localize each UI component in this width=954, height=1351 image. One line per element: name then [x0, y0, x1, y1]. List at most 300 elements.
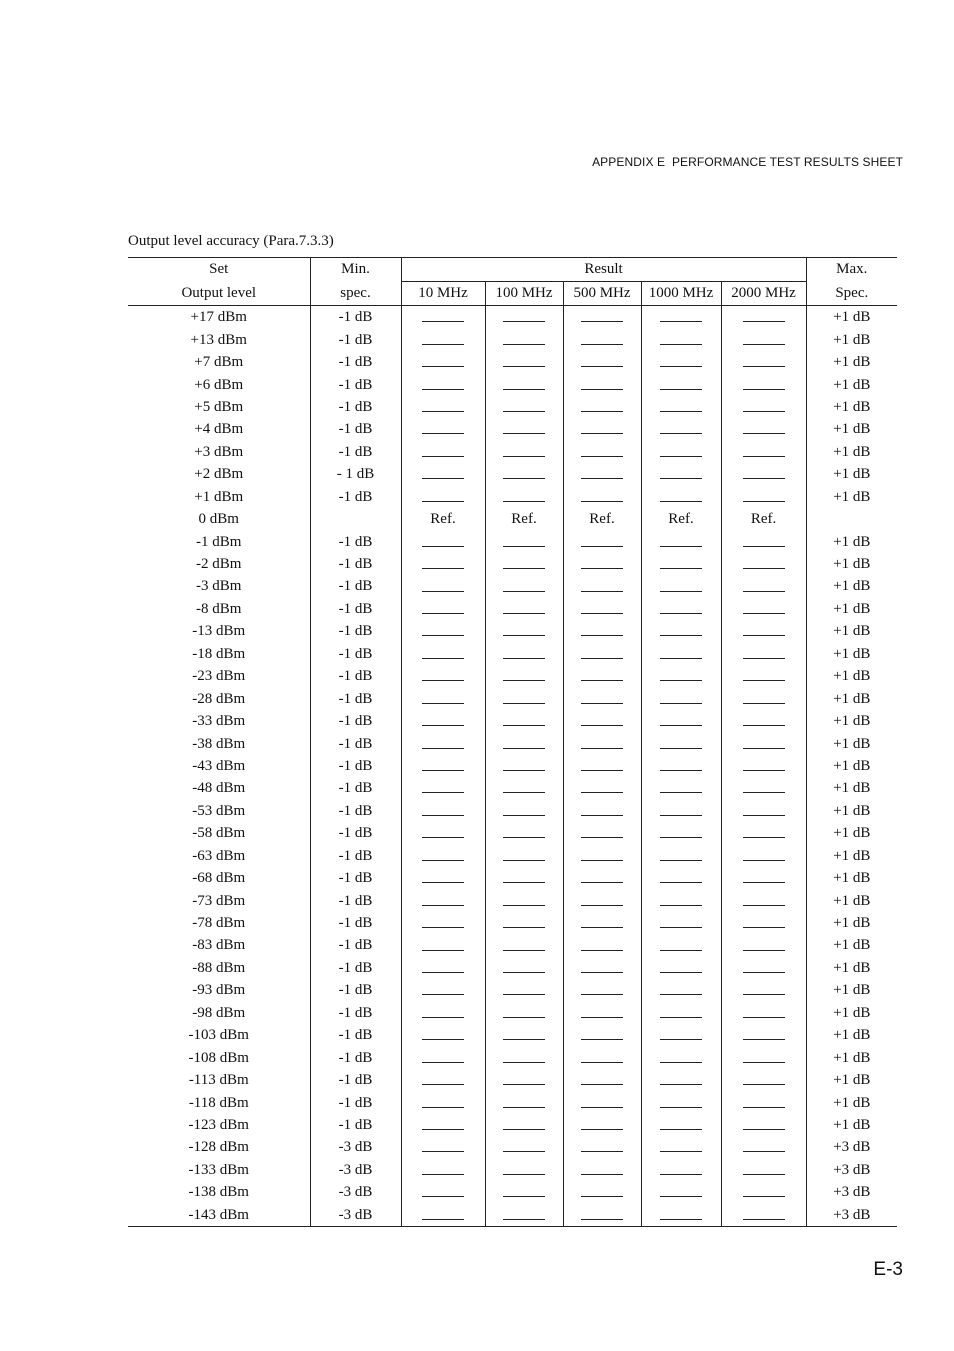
result-entry-blank[interactable]: [581, 579, 623, 592]
result-entry-blank[interactable]: [743, 668, 785, 681]
result-cell[interactable]: [641, 710, 721, 732]
result-entry-blank[interactable]: [660, 489, 702, 502]
result-entry-blank[interactable]: [422, 736, 464, 749]
result-cell[interactable]: [401, 373, 485, 395]
result-cell[interactable]: [563, 328, 641, 350]
result-entry-blank[interactable]: [660, 780, 702, 793]
result-cell[interactable]: [485, 1136, 563, 1158]
result-cell[interactable]: [721, 1181, 806, 1203]
result-cell[interactable]: [721, 1136, 806, 1158]
result-cell[interactable]: [721, 553, 806, 575]
result-cell[interactable]: [563, 867, 641, 889]
result-cell[interactable]: [563, 1181, 641, 1203]
result-cell[interactable]: [721, 687, 806, 709]
result-entry-blank[interactable]: [422, 713, 464, 726]
result-cell[interactable]: [641, 1069, 721, 1091]
result-entry-blank[interactable]: [503, 938, 545, 951]
result-entry-blank[interactable]: [743, 534, 785, 547]
result-entry-blank[interactable]: [422, 1207, 464, 1220]
result-cell[interactable]: [641, 687, 721, 709]
result-cell[interactable]: [721, 822, 806, 844]
result-entry-blank[interactable]: [503, 489, 545, 502]
result-cell[interactable]: [485, 306, 563, 329]
result-entry-blank[interactable]: [581, 1117, 623, 1130]
result-entry-blank[interactable]: [422, 377, 464, 390]
result-entry-blank[interactable]: [422, 938, 464, 951]
result-entry-blank[interactable]: [503, 1005, 545, 1018]
result-entry-blank[interactable]: [743, 1027, 785, 1040]
result-cell[interactable]: [563, 979, 641, 1001]
result-cell[interactable]: [641, 1159, 721, 1181]
result-entry-blank[interactable]: [503, 736, 545, 749]
result-cell[interactable]: [563, 1069, 641, 1091]
result-entry-blank[interactable]: [422, 646, 464, 659]
result-entry-blank[interactable]: [743, 489, 785, 502]
result-cell[interactable]: [401, 1204, 485, 1227]
result-cell[interactable]: [485, 1046, 563, 1068]
result-cell[interactable]: [641, 643, 721, 665]
result-cell[interactable]: [485, 889, 563, 911]
result-cell[interactable]: [641, 328, 721, 350]
result-entry-blank[interactable]: [503, 1207, 545, 1220]
result-entry-blank[interactable]: [743, 1117, 785, 1130]
result-entry-blank[interactable]: [660, 691, 702, 704]
result-cell[interactable]: [485, 1002, 563, 1024]
result-entry-blank[interactable]: [422, 601, 464, 614]
result-entry-blank[interactable]: [503, 1072, 545, 1085]
result-cell[interactable]: [721, 396, 806, 418]
result-entry-blank[interactable]: [581, 691, 623, 704]
result-entry-blank[interactable]: [422, 960, 464, 973]
result-cell[interactable]: [485, 665, 563, 687]
result-cell[interactable]: [563, 1159, 641, 1181]
result-cell[interactable]: [485, 463, 563, 485]
result-entry-blank[interactable]: [581, 1095, 623, 1108]
result-entry-blank[interactable]: [743, 623, 785, 636]
result-entry-blank[interactable]: [660, 646, 702, 659]
result-entry-blank[interactable]: [503, 399, 545, 412]
result-cell[interactable]: [721, 1024, 806, 1046]
result-entry-blank[interactable]: [422, 421, 464, 434]
result-entry-blank[interactable]: [660, 1207, 702, 1220]
result-cell[interactable]: [721, 912, 806, 934]
result-entry-blank[interactable]: [743, 870, 785, 883]
result-cell[interactable]: [485, 1024, 563, 1046]
result-entry-blank[interactable]: [422, 870, 464, 883]
result-entry-blank[interactable]: [660, 1050, 702, 1063]
result-cell[interactable]: [641, 553, 721, 575]
result-cell[interactable]: [401, 889, 485, 911]
result-cell[interactable]: [641, 889, 721, 911]
result-entry-blank[interactable]: [581, 848, 623, 861]
result-cell[interactable]: [485, 1181, 563, 1203]
result-cell[interactable]: [721, 418, 806, 440]
result-cell[interactable]: [563, 373, 641, 395]
result-entry-blank[interactable]: [660, 1139, 702, 1152]
result-cell[interactable]: [721, 665, 806, 687]
result-cell[interactable]: [641, 598, 721, 620]
result-cell[interactable]: [641, 306, 721, 329]
result-cell[interactable]: [641, 463, 721, 485]
result-cell[interactable]: [641, 777, 721, 799]
result-cell[interactable]: [641, 665, 721, 687]
result-cell[interactable]: [721, 845, 806, 867]
result-cell[interactable]: [563, 620, 641, 642]
result-cell[interactable]: [401, 575, 485, 597]
result-entry-blank[interactable]: [660, 870, 702, 883]
result-cell[interactable]: [641, 979, 721, 1001]
result-entry-blank[interactable]: [422, 309, 464, 322]
result-entry-blank[interactable]: [422, 556, 464, 569]
result-entry-blank[interactable]: [581, 1072, 623, 1085]
result-cell[interactable]: [563, 777, 641, 799]
result-cell[interactable]: [721, 1114, 806, 1136]
result-entry-blank[interactable]: [503, 1184, 545, 1197]
result-entry-blank[interactable]: [422, 1117, 464, 1130]
result-cell[interactable]: [721, 1069, 806, 1091]
result-cell[interactable]: [721, 351, 806, 373]
result-entry-blank[interactable]: [660, 309, 702, 322]
result-entry-blank[interactable]: [503, 421, 545, 434]
result-entry-blank[interactable]: [422, 1184, 464, 1197]
result-entry-blank[interactable]: [743, 691, 785, 704]
result-cell[interactable]: [563, 643, 641, 665]
result-cell[interactable]: [563, 710, 641, 732]
result-cell[interactable]: [563, 441, 641, 463]
result-entry-blank[interactable]: [581, 309, 623, 322]
result-cell[interactable]: [721, 486, 806, 508]
result-cell[interactable]: [485, 418, 563, 440]
result-entry-blank[interactable]: [503, 915, 545, 928]
result-entry-blank[interactable]: [743, 758, 785, 771]
result-cell[interactable]: [641, 934, 721, 956]
result-entry-blank[interactable]: [581, 1005, 623, 1018]
result-cell[interactable]: [721, 867, 806, 889]
result-entry-blank[interactable]: [660, 938, 702, 951]
result-cell[interactable]: [401, 912, 485, 934]
result-cell[interactable]: [721, 755, 806, 777]
result-cell[interactable]: [721, 1159, 806, 1181]
result-cell[interactable]: [401, 1046, 485, 1068]
result-entry-blank[interactable]: [660, 848, 702, 861]
result-entry-blank[interactable]: [581, 534, 623, 547]
result-entry-blank[interactable]: [581, 915, 623, 928]
result-entry-blank[interactable]: [503, 332, 545, 345]
result-entry-blank[interactable]: [743, 1072, 785, 1085]
result-entry-blank[interactable]: [581, 354, 623, 367]
result-cell[interactable]: [401, 553, 485, 575]
result-entry-blank[interactable]: [503, 579, 545, 592]
result-entry-blank[interactable]: [581, 646, 623, 659]
result-entry-blank[interactable]: [660, 601, 702, 614]
result-entry-blank[interactable]: [743, 1050, 785, 1063]
result-cell[interactable]: [563, 957, 641, 979]
result-entry-blank[interactable]: [743, 332, 785, 345]
result-cell[interactable]: [721, 620, 806, 642]
result-entry-blank[interactable]: [503, 1095, 545, 1108]
result-cell[interactable]: [485, 1091, 563, 1113]
result-entry-blank[interactable]: [422, 489, 464, 502]
result-entry-blank[interactable]: [743, 601, 785, 614]
result-cell[interactable]: [641, 1024, 721, 1046]
result-cell[interactable]: [641, 575, 721, 597]
result-entry-blank[interactable]: [422, 623, 464, 636]
result-cell[interactable]: [401, 418, 485, 440]
result-cell[interactable]: [641, 912, 721, 934]
result-entry-blank[interactable]: [660, 893, 702, 906]
result-cell[interactable]: [485, 777, 563, 799]
result-entry-blank[interactable]: [581, 1184, 623, 1197]
result-cell[interactable]: [563, 822, 641, 844]
result-entry-blank[interactable]: [422, 354, 464, 367]
result-cell[interactable]: [641, 418, 721, 440]
result-cell[interactable]: [721, 306, 806, 329]
result-cell[interactable]: [401, 934, 485, 956]
result-cell[interactable]: [401, 328, 485, 350]
result-entry-blank[interactable]: [581, 960, 623, 973]
result-entry-blank[interactable]: [503, 982, 545, 995]
result-entry-blank[interactable]: [581, 623, 623, 636]
result-cell[interactable]: [641, 755, 721, 777]
result-cell[interactable]: [721, 1002, 806, 1024]
result-cell[interactable]: [563, 1204, 641, 1227]
result-entry-blank[interactable]: [503, 803, 545, 816]
result-entry-blank[interactable]: [660, 354, 702, 367]
result-entry-blank[interactable]: [743, 444, 785, 457]
result-cell[interactable]: [563, 306, 641, 329]
result-entry-blank[interactable]: [660, 803, 702, 816]
result-cell[interactable]: [485, 710, 563, 732]
result-cell[interactable]: [401, 1024, 485, 1046]
result-entry-blank[interactable]: [660, 377, 702, 390]
result-cell[interactable]: [721, 598, 806, 620]
result-entry-blank[interactable]: [743, 780, 785, 793]
result-entry-blank[interactable]: [660, 758, 702, 771]
result-entry-blank[interactable]: [581, 938, 623, 951]
result-entry-blank[interactable]: [660, 1184, 702, 1197]
result-entry-blank[interactable]: [743, 736, 785, 749]
result-entry-blank[interactable]: [743, 938, 785, 951]
result-cell[interactable]: [563, 800, 641, 822]
result-cell[interactable]: [641, 396, 721, 418]
result-entry-blank[interactable]: [660, 1027, 702, 1040]
result-entry-blank[interactable]: [503, 646, 545, 659]
result-cell[interactable]: [563, 1024, 641, 1046]
result-entry-blank[interactable]: [503, 780, 545, 793]
result-cell[interactable]: [401, 463, 485, 485]
result-cell[interactable]: [485, 598, 563, 620]
result-cell[interactable]: [401, 845, 485, 867]
result-entry-blank[interactable]: [581, 982, 623, 995]
result-entry-blank[interactable]: [581, 377, 623, 390]
result-entry-blank[interactable]: [581, 1027, 623, 1040]
result-entry-blank[interactable]: [660, 466, 702, 479]
result-cell[interactable]: [641, 351, 721, 373]
result-entry-blank[interactable]: [581, 736, 623, 749]
result-entry-blank[interactable]: [581, 758, 623, 771]
result-cell[interactable]: [563, 934, 641, 956]
result-cell[interactable]: [563, 351, 641, 373]
result-cell[interactable]: [563, 598, 641, 620]
result-cell[interactable]: [401, 1091, 485, 1113]
result-entry-blank[interactable]: [422, 1027, 464, 1040]
result-entry-blank[interactable]: [660, 556, 702, 569]
result-cell[interactable]: [485, 934, 563, 956]
result-entry-blank[interactable]: [503, 848, 545, 861]
result-cell[interactable]: [401, 665, 485, 687]
result-entry-blank[interactable]: [743, 982, 785, 995]
result-entry-blank[interactable]: [743, 1184, 785, 1197]
result-cell[interactable]: [641, 867, 721, 889]
result-entry-blank[interactable]: [743, 399, 785, 412]
result-entry-blank[interactable]: [422, 1139, 464, 1152]
result-entry-blank[interactable]: [743, 1162, 785, 1175]
result-cell[interactable]: [641, 620, 721, 642]
result-cell[interactable]: [485, 1069, 563, 1091]
result-cell[interactable]: [485, 912, 563, 934]
result-entry-blank[interactable]: [581, 668, 623, 681]
result-cell[interactable]: [641, 1181, 721, 1203]
result-entry-blank[interactable]: [503, 1050, 545, 1063]
result-cell[interactable]: [485, 643, 563, 665]
result-entry-blank[interactable]: [422, 1050, 464, 1063]
result-cell[interactable]: [563, 463, 641, 485]
result-cell[interactable]: [563, 396, 641, 418]
result-cell[interactable]: [401, 867, 485, 889]
result-cell[interactable]: [641, 957, 721, 979]
result-cell[interactable]: [401, 1114, 485, 1136]
result-cell[interactable]: [721, 575, 806, 597]
result-cell[interactable]: [401, 486, 485, 508]
result-cell[interactable]: [641, 845, 721, 867]
result-entry-blank[interactable]: [660, 736, 702, 749]
result-entry-blank[interactable]: [743, 848, 785, 861]
result-cell[interactable]: [485, 755, 563, 777]
result-cell[interactable]: [485, 687, 563, 709]
result-entry-blank[interactable]: [743, 1139, 785, 1152]
result-cell[interactable]: [401, 598, 485, 620]
result-cell[interactable]: [721, 889, 806, 911]
result-entry-blank[interactable]: [660, 421, 702, 434]
result-entry-blank[interactable]: [660, 444, 702, 457]
result-entry-blank[interactable]: [422, 803, 464, 816]
result-cell[interactable]: [485, 575, 563, 597]
result-entry-blank[interactable]: [503, 534, 545, 547]
result-cell[interactable]: [485, 845, 563, 867]
result-entry-blank[interactable]: [422, 399, 464, 412]
result-cell[interactable]: [563, 553, 641, 575]
result-cell[interactable]: [563, 575, 641, 597]
result-entry-blank[interactable]: [581, 893, 623, 906]
result-entry-blank[interactable]: [581, 421, 623, 434]
result-cell[interactable]: [641, 530, 721, 552]
result-cell[interactable]: [401, 1159, 485, 1181]
result-entry-blank[interactable]: [743, 1005, 785, 1018]
result-entry-blank[interactable]: [743, 421, 785, 434]
result-entry-blank[interactable]: [503, 1117, 545, 1130]
result-entry-blank[interactable]: [660, 1095, 702, 1108]
result-entry-blank[interactable]: [660, 1162, 702, 1175]
result-cell[interactable]: [563, 889, 641, 911]
result-cell[interactable]: [563, 1091, 641, 1113]
result-entry-blank[interactable]: [660, 332, 702, 345]
result-cell[interactable]: [641, 732, 721, 754]
result-cell[interactable]: [401, 777, 485, 799]
result-entry-blank[interactable]: [581, 803, 623, 816]
result-cell[interactable]: [401, 306, 485, 329]
result-cell[interactable]: [641, 1204, 721, 1227]
result-cell[interactable]: [563, 1136, 641, 1158]
result-cell[interactable]: [721, 441, 806, 463]
result-cell[interactable]: [401, 979, 485, 1001]
result-entry-blank[interactable]: [503, 825, 545, 838]
result-entry-blank[interactable]: [503, 1139, 545, 1152]
result-cell[interactable]: [721, 328, 806, 350]
result-entry-blank[interactable]: [422, 444, 464, 457]
result-cell[interactable]: [563, 1002, 641, 1024]
result-entry-blank[interactable]: [660, 982, 702, 995]
result-cell[interactable]: [401, 800, 485, 822]
result-entry-blank[interactable]: [503, 466, 545, 479]
result-cell[interactable]: [485, 979, 563, 1001]
result-entry-blank[interactable]: [743, 354, 785, 367]
result-entry-blank[interactable]: [422, 1005, 464, 1018]
result-cell[interactable]: [641, 822, 721, 844]
result-cell[interactable]: [563, 755, 641, 777]
result-entry-blank[interactable]: [503, 309, 545, 322]
result-entry-blank[interactable]: [581, 1207, 623, 1220]
result-cell[interactable]: [401, 710, 485, 732]
result-entry-blank[interactable]: [660, 825, 702, 838]
result-entry-blank[interactable]: [660, 1072, 702, 1085]
result-entry-blank[interactable]: [743, 803, 785, 816]
result-cell[interactable]: [721, 643, 806, 665]
result-cell[interactable]: [401, 643, 485, 665]
result-entry-blank[interactable]: [743, 1207, 785, 1220]
result-entry-blank[interactable]: [743, 466, 785, 479]
result-cell[interactable]: [721, 710, 806, 732]
result-cell[interactable]: [563, 845, 641, 867]
result-entry-blank[interactable]: [743, 579, 785, 592]
result-cell[interactable]: [563, 530, 641, 552]
result-entry-blank[interactable]: [422, 534, 464, 547]
result-entry-blank[interactable]: [581, 444, 623, 457]
result-cell[interactable]: [401, 1069, 485, 1091]
result-cell[interactable]: [721, 800, 806, 822]
result-entry-blank[interactable]: [422, 893, 464, 906]
result-cell[interactable]: [641, 1136, 721, 1158]
result-entry-blank[interactable]: [660, 1005, 702, 1018]
result-cell[interactable]: [721, 1204, 806, 1227]
result-cell[interactable]: [721, 1091, 806, 1113]
result-entry-blank[interactable]: [503, 758, 545, 771]
result-entry-blank[interactable]: [743, 893, 785, 906]
result-entry-blank[interactable]: [660, 399, 702, 412]
result-cell[interactable]: [485, 1114, 563, 1136]
result-entry-blank[interactable]: [422, 668, 464, 681]
result-cell[interactable]: [485, 553, 563, 575]
result-cell[interactable]: [485, 530, 563, 552]
result-entry-blank[interactable]: [743, 915, 785, 928]
result-entry-blank[interactable]: [503, 556, 545, 569]
result-entry-blank[interactable]: [660, 623, 702, 636]
result-entry-blank[interactable]: [422, 332, 464, 345]
result-cell[interactable]: [485, 732, 563, 754]
result-cell[interactable]: [485, 351, 563, 373]
result-cell[interactable]: [485, 486, 563, 508]
result-entry-blank[interactable]: [503, 870, 545, 883]
result-entry-blank[interactable]: [660, 1117, 702, 1130]
